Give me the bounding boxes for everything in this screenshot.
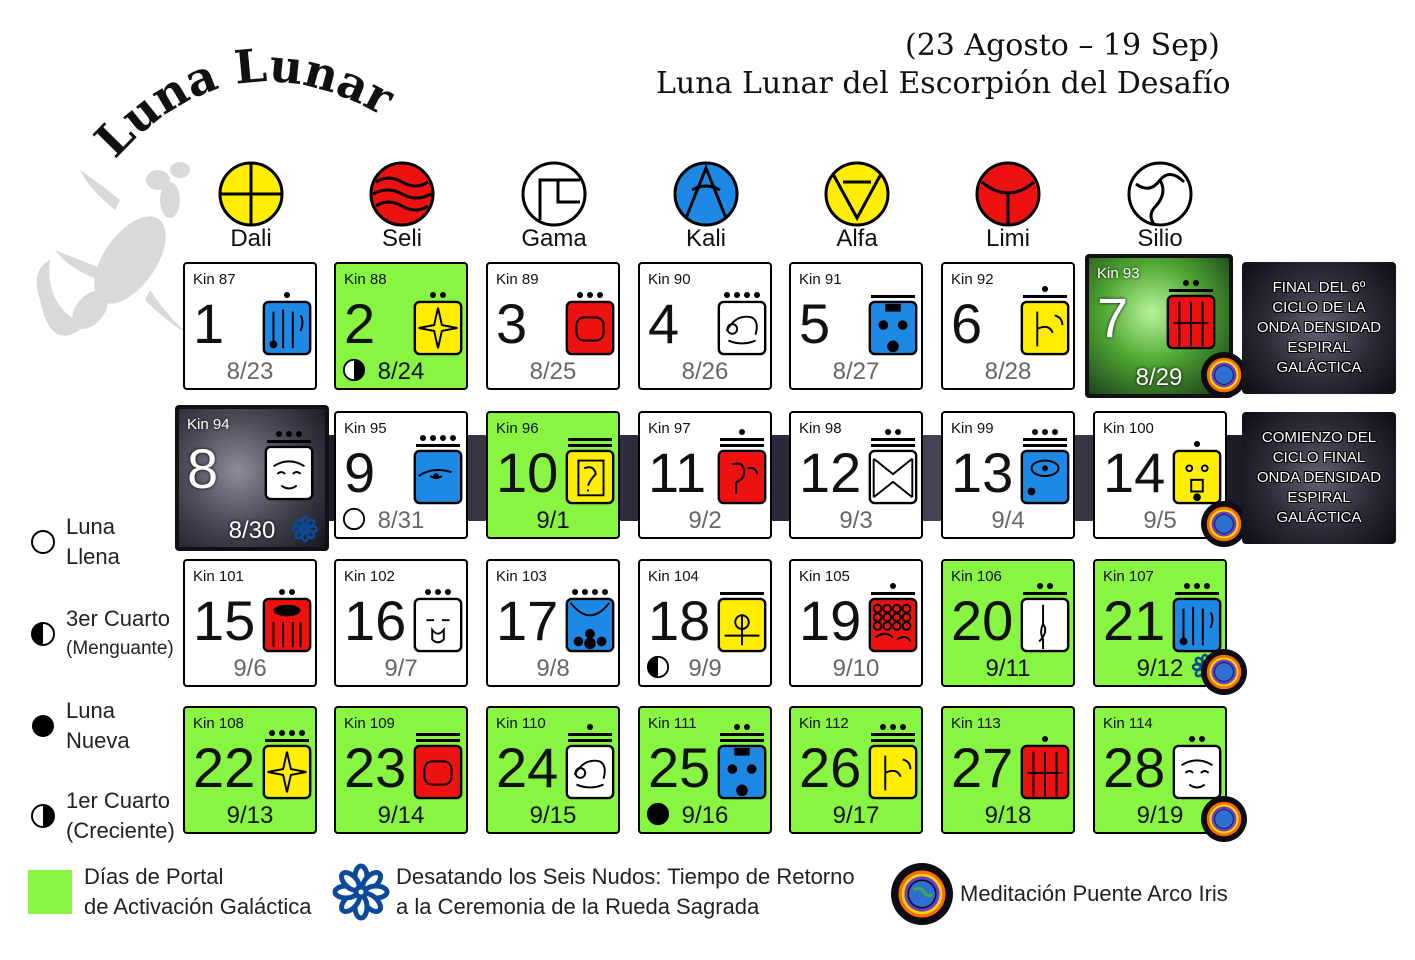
- third-quarter-moon-icon: [646, 655, 670, 679]
- mago-seal-icon: [263, 419, 315, 505]
- perro-seal-icon: [716, 274, 768, 360]
- silio-plasma-icon: [1126, 160, 1194, 228]
- phase-label: 1er Cuarto: [66, 788, 170, 813]
- day-cell: [941, 411, 1075, 539]
- plasma-name: Seli: [381, 225, 423, 252]
- plasma-kali: [641, 160, 771, 252]
- kali-plasma-icon: [672, 160, 740, 228]
- gregorian-date: 8/31: [377, 507, 425, 534]
- legend-portal-line1: Días de Portal: [84, 864, 224, 889]
- gregorian-date: 9/8: [536, 655, 570, 682]
- day-number: 16: [344, 589, 407, 652]
- day-cell: [486, 411, 620, 539]
- kin-label: Kin 103: [496, 568, 547, 585]
- rainbow-bridge-meditation-icon: [1201, 796, 1247, 842]
- kin-label: Kin 99: [951, 420, 994, 437]
- day-cell: [183, 706, 317, 834]
- gregorian-date: 9/19: [1136, 802, 1184, 829]
- tormenta-seal-icon: [1019, 423, 1071, 509]
- gregorian-date: 9/14: [377, 802, 425, 829]
- gregorian-date: 9/16: [681, 802, 729, 829]
- kin-label: Kin 94: [187, 416, 230, 433]
- kin-label: Kin 95: [344, 420, 387, 437]
- viento-seal-icon: [412, 571, 464, 657]
- legend-knots-line2: a la Ceremonia de la Rueda Sagrada: [396, 894, 760, 919]
- kin-label: Kin 114: [1103, 715, 1153, 732]
- kin-label: Kin 101: [193, 568, 244, 585]
- portal-color-swatch: [28, 870, 72, 914]
- day-cell: [183, 262, 317, 390]
- day-cell: [175, 405, 329, 551]
- gregorian-date: 9/10: [832, 655, 880, 682]
- day-number: 19: [799, 589, 862, 652]
- day-number: 27: [951, 736, 1014, 799]
- gregorian-date: 8/25: [529, 358, 577, 385]
- day-cell: [638, 411, 772, 539]
- phase-label-2: Llena: [66, 544, 120, 569]
- gregorian-date: 8/30: [228, 517, 276, 544]
- legend-portal-line2: de Activación Galáctica: [84, 894, 312, 919]
- day-cell: [941, 706, 1075, 834]
- day-cell: [183, 559, 317, 687]
- new-moon-icon: [646, 802, 670, 826]
- day-number: 22: [193, 736, 256, 799]
- plasma-name: Dali: [230, 225, 272, 252]
- luna-seal-icon: [412, 718, 464, 804]
- day-cell: [486, 559, 620, 687]
- kin-label: Kin 107: [1103, 568, 1154, 585]
- day-cell: [638, 559, 772, 687]
- noche-seal-icon: [564, 571, 616, 657]
- plasma-limi: [943, 160, 1073, 252]
- dali-plasma-icon: [217, 160, 285, 228]
- arc-title-text: Luna Lunar: [84, 38, 403, 168]
- perro-seal-icon: [564, 718, 616, 804]
- day-number: 17: [496, 589, 559, 652]
- day-number: 25: [648, 736, 711, 799]
- day-number: 21: [1103, 589, 1166, 652]
- day-number: 20: [951, 589, 1014, 652]
- gregorian-date: 9/18: [984, 802, 1032, 829]
- day-cell: [789, 706, 923, 834]
- kin-label: Kin 92: [951, 271, 994, 288]
- legend-six-knots: [332, 862, 855, 922]
- kin-label: Kin 110: [496, 715, 546, 732]
- day-cell: [334, 411, 468, 539]
- sol-seal-icon: [1171, 423, 1223, 509]
- day-cell: [941, 262, 1075, 390]
- six-knots-flower-icon: [332, 863, 390, 921]
- full-moon-icon: [30, 529, 56, 555]
- plasma-name: Limi: [985, 225, 1030, 252]
- mono-seal-icon: [716, 718, 768, 804]
- day-number: 10: [496, 441, 559, 504]
- phase-label-2: (Menguante): [66, 638, 174, 659]
- scorpion-icon: [20, 150, 200, 360]
- page-title: Luna Lunar del Escorpión del Desafío: [656, 66, 1231, 101]
- plasma-silio: [1095, 160, 1225, 252]
- first-quarter-icon: [30, 803, 56, 829]
- legend-meditation: [890, 862, 1228, 926]
- phase-label-2: Nueva: [66, 728, 130, 753]
- day-number: 12: [799, 441, 862, 504]
- kin-label: Kin 106: [951, 568, 1002, 585]
- mago-seal-icon: [1171, 718, 1223, 804]
- kin-label: Kin 88: [344, 271, 387, 288]
- gregorian-date: 8/24: [377, 358, 425, 385]
- phase-label: 3er Cuarto: [66, 606, 170, 631]
- kin-label: Kin 108: [193, 715, 244, 732]
- plasma-name: Gama: [521, 225, 587, 252]
- day-number: 1: [193, 292, 225, 355]
- date-range: (23 Agosto – 19 Sep): [905, 28, 1220, 63]
- mono-seal-icon: [867, 274, 919, 360]
- day-cell: [941, 559, 1075, 687]
- day-number: 14: [1103, 441, 1166, 504]
- full-moon-icon: [342, 507, 366, 531]
- kin-label: Kin 112: [799, 715, 849, 732]
- seli-plasma-icon: [368, 160, 436, 228]
- plasma-seli: [337, 160, 467, 252]
- gregorian-date: 9/4: [991, 507, 1025, 534]
- day-cell: [638, 262, 772, 390]
- day-cell: [789, 262, 923, 390]
- legend-portal-days: [28, 862, 311, 922]
- day-number: 23: [344, 736, 407, 799]
- plasma-name: Kali: [685, 225, 727, 252]
- plasma-alfa: [792, 160, 922, 252]
- phase-label: Luna: [66, 514, 115, 539]
- kin-label: Kin 111: [648, 715, 697, 732]
- luna-seal-icon: [564, 274, 616, 360]
- gregorian-date: 8/23: [226, 358, 274, 385]
- caminante-seal-icon: [1019, 718, 1071, 804]
- kin-label: Kin 105: [799, 568, 850, 585]
- legend-knots-line1: Desatando los Seis Nudos: Tiempo de Retorno: [396, 864, 855, 889]
- day-number: 11: [648, 441, 707, 504]
- gregorian-date: 9/13: [226, 802, 274, 829]
- day-cell: [334, 262, 468, 390]
- gregorian-date: 9/1: [536, 507, 570, 534]
- plasma-name: Silio: [1137, 225, 1183, 252]
- day-number: 15: [193, 589, 256, 652]
- day-number: 7: [1097, 286, 1129, 349]
- semilla-seal-icon: [716, 571, 768, 657]
- rainbow-bridge-meditation-icon: [1201, 649, 1247, 695]
- day-cell: [638, 706, 772, 834]
- kin-label: Kin 87: [193, 271, 236, 288]
- kin-label: Kin 93: [1097, 265, 1140, 282]
- gregorian-date: 9/3: [839, 507, 873, 534]
- espejo-seal-icon: [867, 423, 919, 509]
- gregorian-date: 8/27: [832, 358, 880, 385]
- gregorian-date: 8/28: [984, 358, 1032, 385]
- plasma-gama: [489, 160, 619, 252]
- day-number: 26: [799, 736, 862, 799]
- day-number: 4: [648, 292, 680, 355]
- six-knots-flower-icon: [291, 515, 319, 543]
- day-number: 9: [344, 441, 376, 504]
- phase-label-2: (Creciente): [66, 818, 175, 843]
- kin-label: Kin 97: [648, 420, 691, 437]
- dragon-seal-icon: [261, 571, 313, 657]
- alfa-plasma-icon: [823, 160, 891, 228]
- plasma-name: Alfa: [836, 225, 878, 252]
- kin-label: Kin 89: [496, 271, 539, 288]
- day-number: 2: [344, 292, 376, 355]
- gregorian-date: 9/17: [832, 802, 880, 829]
- kin-label: Kin 98: [799, 420, 842, 437]
- day-cell: [486, 706, 620, 834]
- note-comienzo-ciclo: COMIENZO DEL CICLO FINAL ONDA DENSIDAD ESPIRAL GALÁCTICA: [1242, 412, 1396, 544]
- gregorian-date: 8/29: [1135, 364, 1183, 391]
- estrella-seal-icon: [412, 274, 464, 360]
- kin-label: Kin 90: [648, 271, 691, 288]
- kin-label: Kin 104: [648, 568, 699, 585]
- gama-plasma-icon: [520, 160, 588, 228]
- caminante-seal-icon: [1165, 268, 1217, 354]
- new-moon-icon: [30, 713, 56, 739]
- moon-phase-full: [30, 512, 120, 572]
- gregorian-date: 8/26: [681, 358, 729, 385]
- gregorian-date: 9/11: [985, 655, 1031, 682]
- day-cell: [789, 411, 923, 539]
- gregorian-date: 9/6: [233, 655, 267, 682]
- third-quarter-icon: [30, 621, 56, 647]
- kin-label: Kin 91: [799, 271, 842, 288]
- day-number: 13: [951, 441, 1014, 504]
- kin-label: Kin 100: [1103, 420, 1154, 437]
- tierra-seal-icon: [716, 423, 768, 509]
- svg-text:Luna Lunar: [84, 38, 403, 167]
- enlazador-seal-icon: [1019, 571, 1071, 657]
- aguila-seal-icon: [412, 423, 464, 509]
- rainbow-bridge-meditation-icon: [890, 862, 954, 926]
- day-number: 24: [496, 736, 559, 799]
- first-quarter-moon-icon: [342, 358, 366, 382]
- estrella-seal-icon: [261, 718, 313, 804]
- gregorian-date: 9/2: [688, 507, 722, 534]
- serpiente-seal-icon: [867, 571, 919, 657]
- limi-plasma-icon: [974, 160, 1042, 228]
- gregorian-date: 9/15: [529, 802, 577, 829]
- moon-phase-new: [30, 696, 130, 756]
- day-number: 6: [951, 292, 983, 355]
- kin-label: Kin 96: [496, 420, 539, 437]
- gregorian-date: 9/7: [384, 655, 418, 682]
- moon-phase-first-quarter: [30, 786, 175, 846]
- humano-seal-icon: [867, 718, 919, 804]
- kin-label: Kin 113: [951, 715, 1001, 732]
- phase-label: Luna: [66, 698, 115, 723]
- kin-label: Kin 102: [344, 568, 395, 585]
- guerrero-seal-icon: [564, 423, 616, 509]
- rainbow-bridge-meditation-icon: [1201, 501, 1247, 547]
- day-cell: [334, 706, 468, 834]
- day-number: 8: [187, 437, 219, 500]
- gregorian-date: 9/5: [1143, 507, 1177, 534]
- gregorian-date: 9/9: [688, 655, 722, 682]
- day-number: 18: [648, 589, 711, 652]
- mano-seal-icon: [261, 274, 313, 360]
- day-cell: [789, 559, 923, 687]
- legend-meditation-text: Meditación Puente Arco Iris: [960, 881, 1228, 906]
- moon-phase-third-quarter: [30, 604, 174, 664]
- note-final-ciclo: FINAL DEL 6º CICLO DE LA ONDA DENSIDAD ESPIRAL GALÁCTICA: [1242, 262, 1396, 394]
- humano-seal-icon: [1019, 274, 1071, 360]
- plasma-dali: [186, 160, 316, 252]
- rainbow-bridge-meditation-icon: [1201, 352, 1247, 398]
- kin-label: Kin 109: [344, 715, 395, 732]
- mano-seal-icon: [1171, 571, 1223, 657]
- day-number: 28: [1103, 736, 1166, 799]
- day-cell: [334, 559, 468, 687]
- day-number: 3: [496, 292, 528, 355]
- day-number: 5: [799, 292, 831, 355]
- day-cell: [486, 262, 620, 390]
- gregorian-date: 9/12: [1136, 655, 1184, 682]
